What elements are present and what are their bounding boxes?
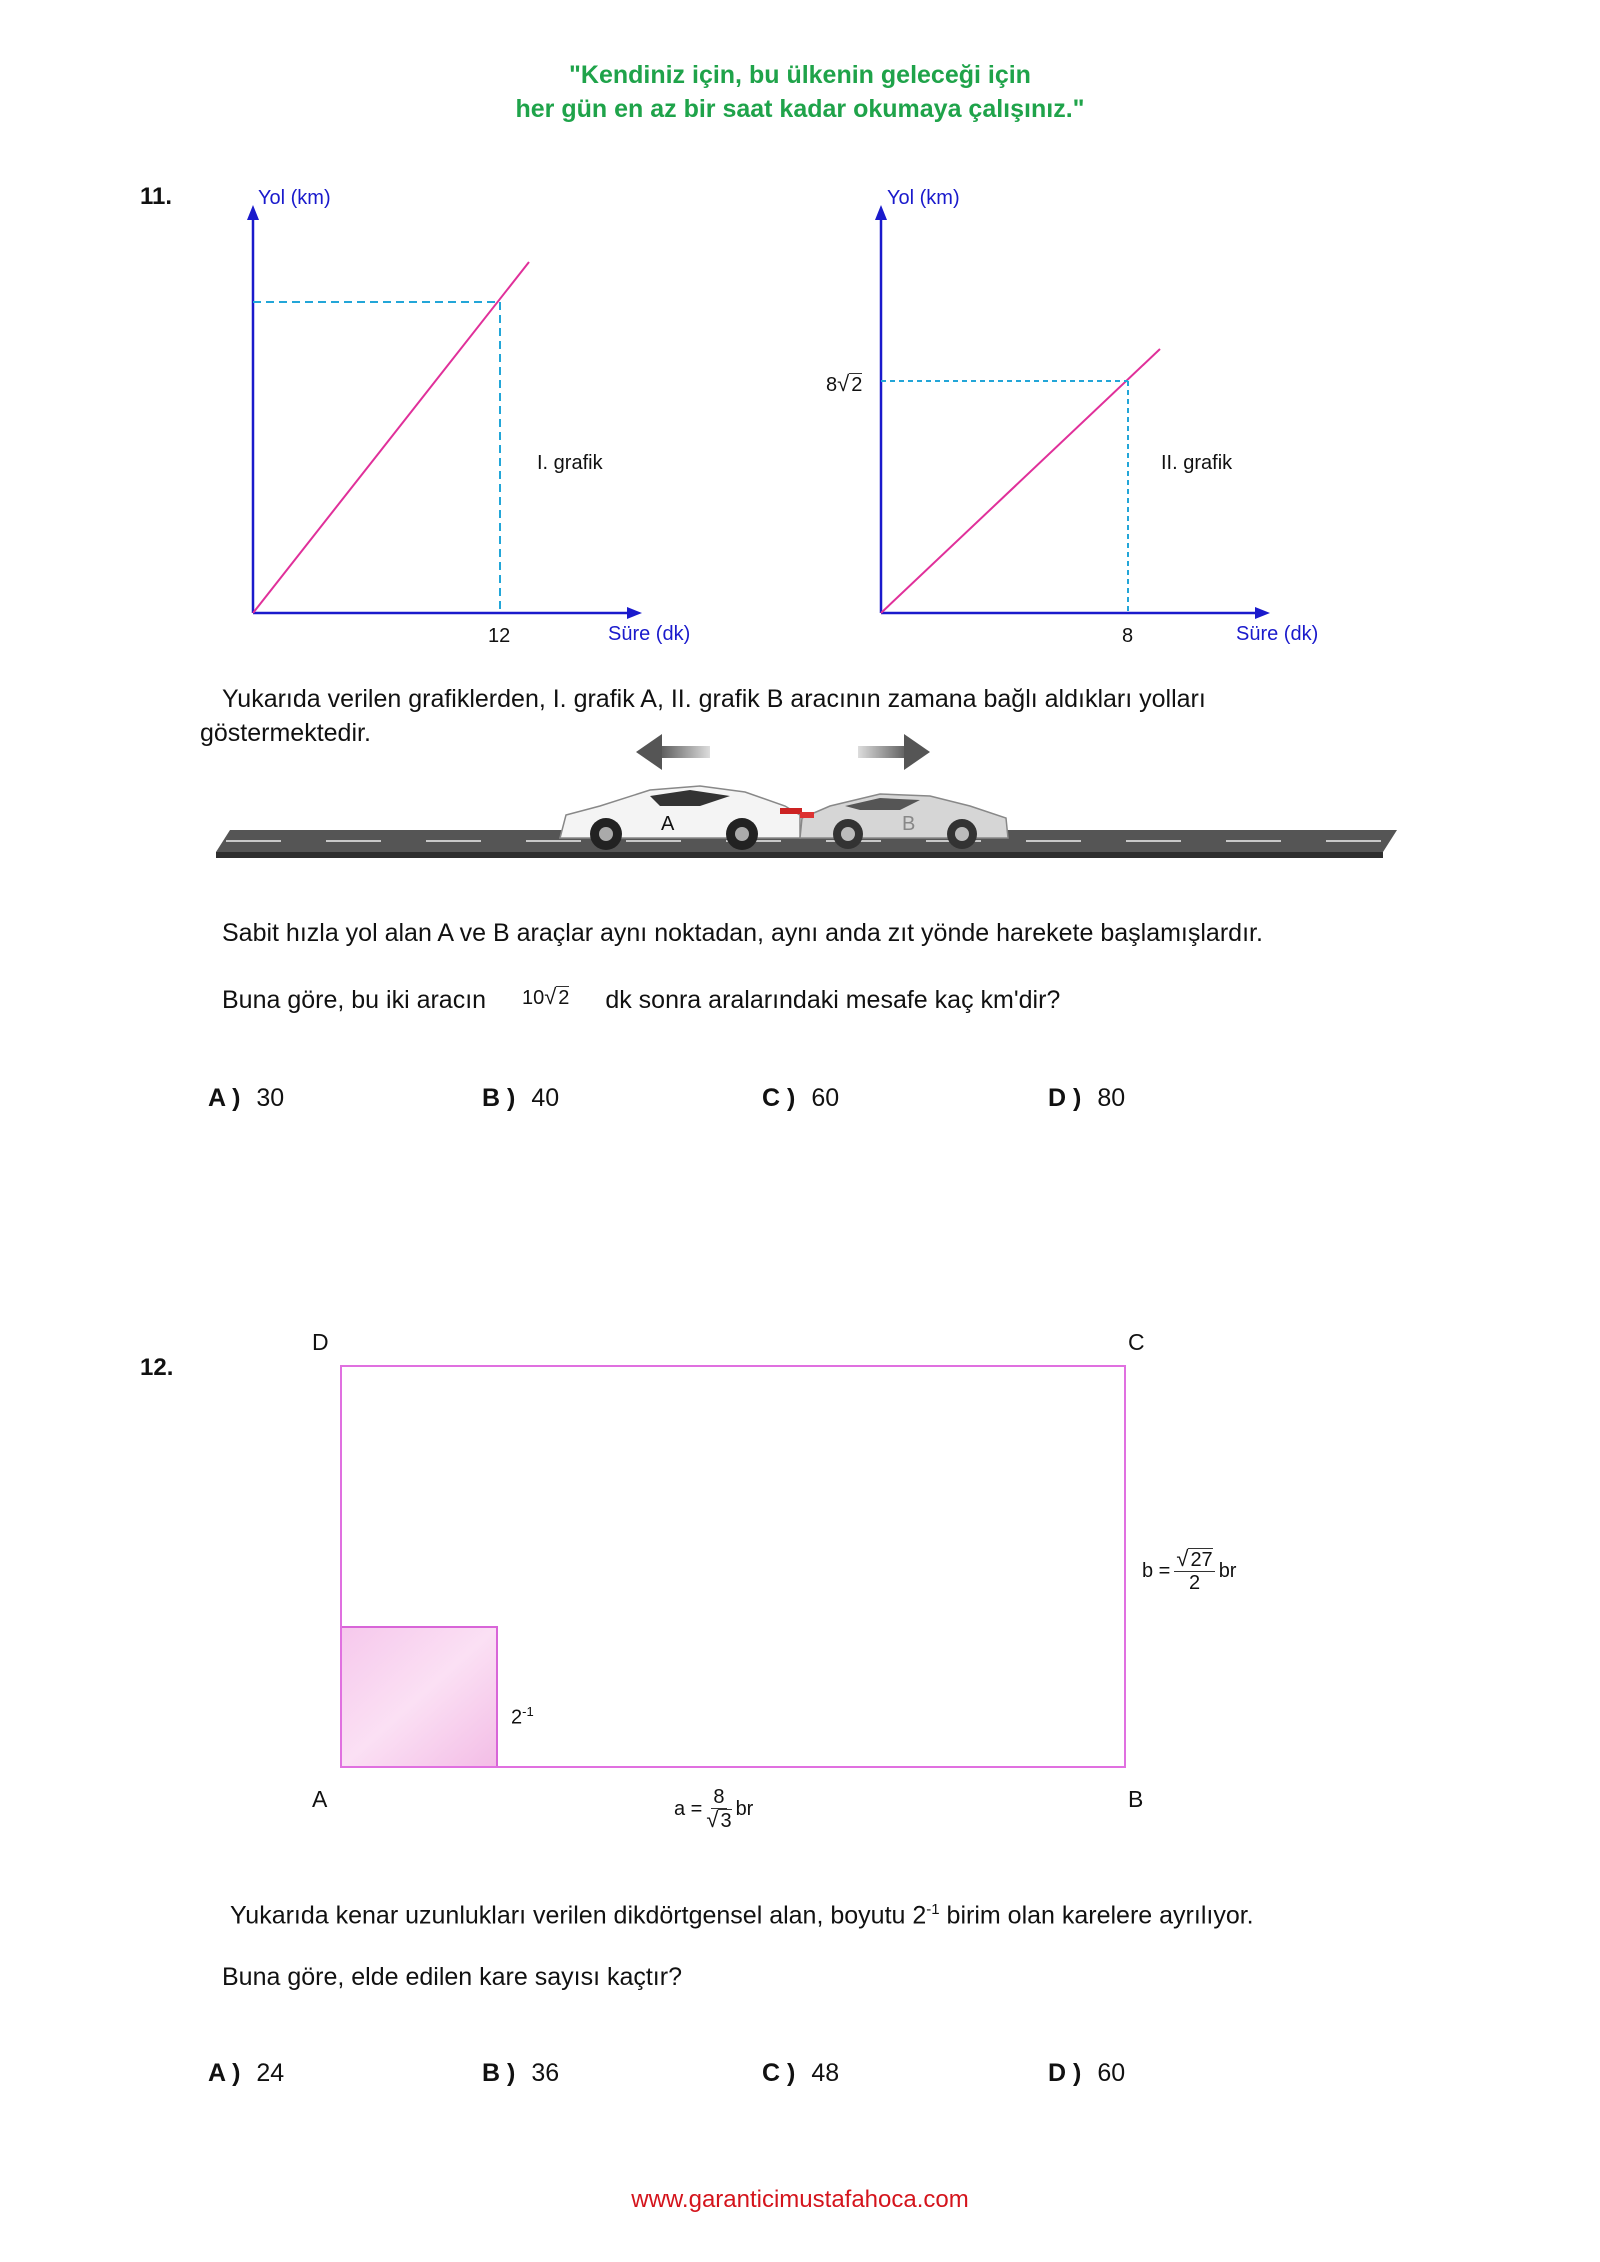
car-b-label: B	[902, 813, 916, 835]
choice-value: 36	[531, 2059, 560, 2087]
choice-letter: B )	[482, 1084, 516, 1112]
graph-1-y-label: Yol (km)	[258, 187, 331, 209]
choice-value: 60	[811, 1084, 840, 1112]
side-a-prefix: a =	[674, 1797, 703, 1820]
graph-2-y-tick-root: 2	[851, 374, 863, 396]
sqrt-symbol: √	[544, 984, 557, 1009]
choice-letter: A )	[208, 2059, 241, 2087]
side-a-num: 8	[713, 1786, 725, 1808]
side-b-den: 2	[1188, 1572, 1201, 1594]
choice-letter: B )	[482, 2059, 516, 2087]
square-side-label	[511, 1704, 534, 1730]
side-b-unit: br	[1218, 1559, 1237, 1582]
graph-2-x-tick: 8	[1122, 625, 1134, 647]
choice-value: 40	[531, 1084, 560, 1112]
choice-letter: D )	[1048, 1084, 1082, 1112]
graph-1-x-label: Süre (dk)	[608, 623, 691, 645]
graph-2-caption: II. grafik	[1161, 452, 1233, 474]
time-root: 2	[558, 987, 570, 1009]
q12-choice-b[interactable]	[482, 2059, 559, 2088]
small-square	[341, 1627, 497, 1767]
q11-text-line-4-pre: Buna göre, bu iki aracın	[222, 986, 487, 1014]
time-coef: 10	[521, 987, 545, 1009]
graph-2-y-tick-coef: 8	[826, 374, 838, 396]
sqrt-symbol: √	[837, 371, 850, 396]
choice-value: 60	[1097, 2059, 1126, 2087]
corner-a-label: A	[312, 1786, 328, 1812]
side-a-unit: br	[735, 1797, 754, 1820]
side-a-fraction: $\frac{8}{√ 3}$	[706, 1786, 732, 1832]
choice-value: 80	[1097, 1084, 1126, 1112]
graph-2-x-label: Süre (dk)	[1236, 623, 1319, 645]
q12-text-line-1	[230, 1893, 1254, 1932]
choice-value: 30	[256, 1084, 285, 1112]
q12-text-line-1-pre: Yukarıda kenar uzunlukları verilen dikdörtgensel alan, boyutu 2	[230, 1901, 927, 1930]
choice-letter: A )	[208, 1084, 241, 1112]
q11-text-line-1: Yukarıda verilen grafiklerden, I. grafik A, II. grafik B aracının zamana bağlı aldıkları yolları	[222, 685, 1206, 713]
motto-line-2: her gün en az bir saat kadar okumaya çalışınız."	[515, 95, 1085, 123]
q11-text-line-3: Sabit hızla yol alan A ve B araçlar aynı noktadan, aynı anda zıt yönde harekete başlamışlardır.	[222, 919, 1263, 947]
side-b-root: 27	[1190, 1549, 1213, 1571]
graph-2-y-label: Yol (km)	[887, 187, 960, 209]
side-a-root: 3	[720, 1810, 732, 1832]
choice-value: 48	[811, 2059, 840, 2087]
question-12-number: 12.	[140, 1354, 174, 1381]
q11-text-line-2: göstermektedir.	[200, 719, 371, 747]
q12-text-line-1-exp: -1	[926, 1901, 940, 1918]
q12-text-line-2: Buna göre, elde edilen kare sayısı kaçtır?	[222, 1963, 682, 1991]
q12-choice-c[interactable]	[762, 2059, 839, 2088]
car-a-label: A	[661, 813, 675, 835]
choice-value: 24	[256, 2059, 285, 2087]
side-b-prefix: b =	[1142, 1559, 1171, 1582]
side-b-label	[1142, 1548, 1236, 1594]
motto-line-1: "Kendiniz için, bu ülkenin geleceği için	[569, 61, 1031, 89]
question-11-number: 11.	[140, 183, 173, 210]
graph-1-x-tick: 12	[488, 625, 511, 647]
q12-text-line-1-post: birim olan karelere ayrılıyor.	[939, 1901, 1254, 1930]
square-side-exp: -1	[522, 1704, 534, 1719]
choice-letter: D )	[1048, 2059, 1082, 2087]
choice-letter: C )	[762, 1084, 796, 1112]
corner-d-label: D	[312, 1329, 329, 1355]
q12-choice-a[interactable]	[208, 2059, 284, 2088]
side-a-label	[674, 1786, 753, 1832]
q12-choice-d[interactable]	[1048, 2059, 1125, 2088]
q11-text-line-4-post: dk sonra aralarındaki mesafe kaç km'dir?	[605, 986, 1061, 1014]
corner-b-label: B	[1128, 1786, 1144, 1812]
square-side-base: 2	[511, 1706, 523, 1729]
corner-c-label: C	[1128, 1329, 1145, 1355]
choice-letter: C )	[762, 2059, 796, 2087]
side-b-fraction: $\frac{√ 27}{2}$	[1176, 1546, 1213, 1594]
graph-1-caption: I. grafik	[537, 452, 603, 474]
footer-link[interactable]: www.garanticimustafahoca.com	[631, 2186, 969, 2213]
